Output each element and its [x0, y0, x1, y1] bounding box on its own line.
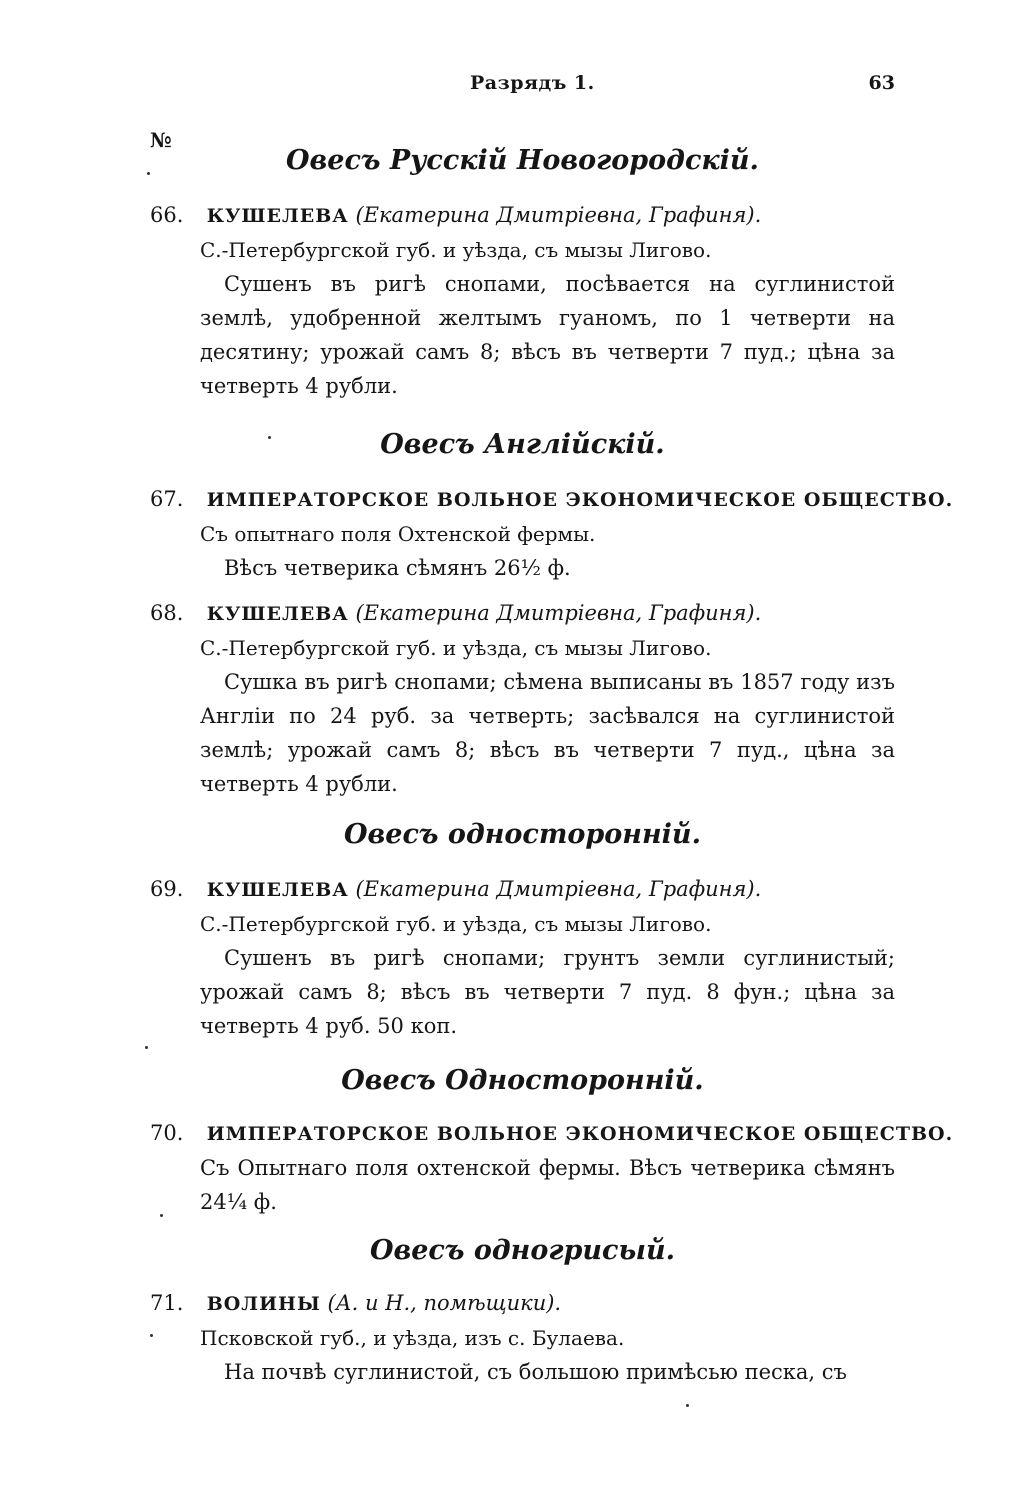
- entry-number: 68.: [150, 601, 184, 625]
- running-title: Разрядъ 1.: [470, 72, 595, 94]
- entry-number: 70.: [150, 1121, 184, 1145]
- entry-description: Сушенъ въ ригѣ снопами, посѣвается на суглинистой землѣ, удобренной желтымъ гуаномъ, по 1 четверти на десятину; урожай самъ 8; вѣсъ въ четверти 7 пуд.; цѣна за четверть 4 рубли.: [200, 272, 895, 398]
- section-heading-1: [150, 144, 895, 178]
- entry-70: [150, 1116, 954, 1219]
- section-heading-4: [150, 1064, 895, 1098]
- exhibitor-note: (Екатерина Дмитріевна, Графиня).: [355, 203, 762, 227]
- exhibitor-name: ИМПЕРАТОРСКОЕ ВОЛЬНОЕ ЭКОНОМИЧЕСКОЕ ОБЩЕСТВО.: [206, 489, 954, 511]
- page-number: 63: [868, 72, 895, 94]
- exhibitor-name: ВОЛИНЫ: [206, 1293, 321, 1315]
- scan-speck: [686, 1404, 689, 1407]
- scan-speck: [268, 436, 271, 439]
- section-title: Овесъ одногрисый.: [369, 1235, 675, 1266]
- entry-68: [150, 596, 895, 801]
- section-heading-3: [150, 818, 895, 852]
- exhibitor-name: КУШЕЛЕВА: [206, 603, 349, 625]
- entry-66: [150, 198, 895, 403]
- number-sign: №: [150, 128, 172, 152]
- scan-speck: [147, 172, 150, 175]
- entry-place: С.-Петербургской губ. и уѣзда, съ мызы Лигово.: [200, 912, 712, 936]
- entry-head: [150, 482, 954, 517]
- exhibitor-note: (Екатерина Дмитріевна, Графиня).: [355, 877, 762, 901]
- section-heading-2: [150, 428, 895, 462]
- section-title: Овесъ Односторонній.: [341, 1065, 704, 1096]
- section-title: Овесъ Англійскій.: [380, 429, 665, 460]
- exhibitor-name: КУШЕЛЕВА: [206, 879, 349, 901]
- entry-head: [150, 1286, 895, 1321]
- entry-description: На почвѣ суглинистой, съ большою примѣсью песка, съ: [224, 1360, 847, 1384]
- page-header: [150, 72, 895, 106]
- entry-71: [150, 1286, 895, 1389]
- entry-description: Сушенъ въ ригѣ снопами; грунтъ земли суглинистый; урожай самъ 8; вѣсъ въ четверти 7 пуд. 8 фун.; цѣна за четверть 4 руб. 50 коп.: [200, 946, 895, 1038]
- entry-head: [150, 596, 895, 631]
- section-title: Овесъ односторонній.: [344, 819, 701, 850]
- entry-number: 71.: [150, 1291, 184, 1315]
- entry-head: [150, 198, 895, 233]
- entry-place: С.-Петербургской губ. и уѣзда, съ мызы Лигово.: [200, 636, 712, 660]
- entry-description: Сушка въ ригѣ снопами; сѣмена выписаны въ 1857 году изъ Англіи по 24 руб. за четверть; засѣвался на суглинистой землѣ; урожай самъ 8; вѣсъ въ четверти 7 пуд., цѣна за четверть 4 рубли.: [200, 670, 895, 796]
- exhibitor-name: ИМПЕРАТОРСКОЕ ВОЛЬНОЕ ЭКОНОМИЧЕСКОЕ ОБЩЕСТВО.: [206, 1123, 954, 1145]
- entry-description: Вѣсъ четверика сѣмянъ 26½ ф.: [224, 556, 571, 580]
- entry-67: [150, 482, 954, 585]
- entry-number: 69.: [150, 877, 184, 901]
- scan-speck: [160, 1214, 163, 1217]
- exhibitor-note: (Екатерина Дмитріевна, Графиня).: [355, 601, 762, 625]
- entry-head: [150, 1116, 954, 1151]
- entry-69: [150, 872, 895, 1043]
- exhibitor-note: (А. и Н., помѣщики).: [327, 1291, 562, 1315]
- entry-number: 66.: [150, 203, 184, 227]
- entry-number: 67.: [150, 487, 184, 511]
- entry-place: С.-Петербургской губ. и уѣзда, съ мызы Лигово.: [200, 238, 712, 262]
- entry-place: Псковской губ., и уѣзда, изъ с. Булаева.: [200, 1326, 625, 1350]
- entry-head: [150, 872, 895, 907]
- exhibitor-name: КУШЕЛЕВА: [206, 205, 349, 227]
- section-title: Овесъ Русскій Новогородскій.: [286, 145, 759, 176]
- section-heading-5: [150, 1234, 895, 1268]
- scan-speck: [150, 1334, 153, 1337]
- scan-speck: [145, 1046, 148, 1049]
- entry-place: Съ опытнаго поля Охтенской фермы.: [200, 522, 596, 546]
- entry-description: Съ Опытнаго поля охтенской фермы. Вѣсъ четверика сѣмянъ 24¼ ф.: [200, 1156, 895, 1214]
